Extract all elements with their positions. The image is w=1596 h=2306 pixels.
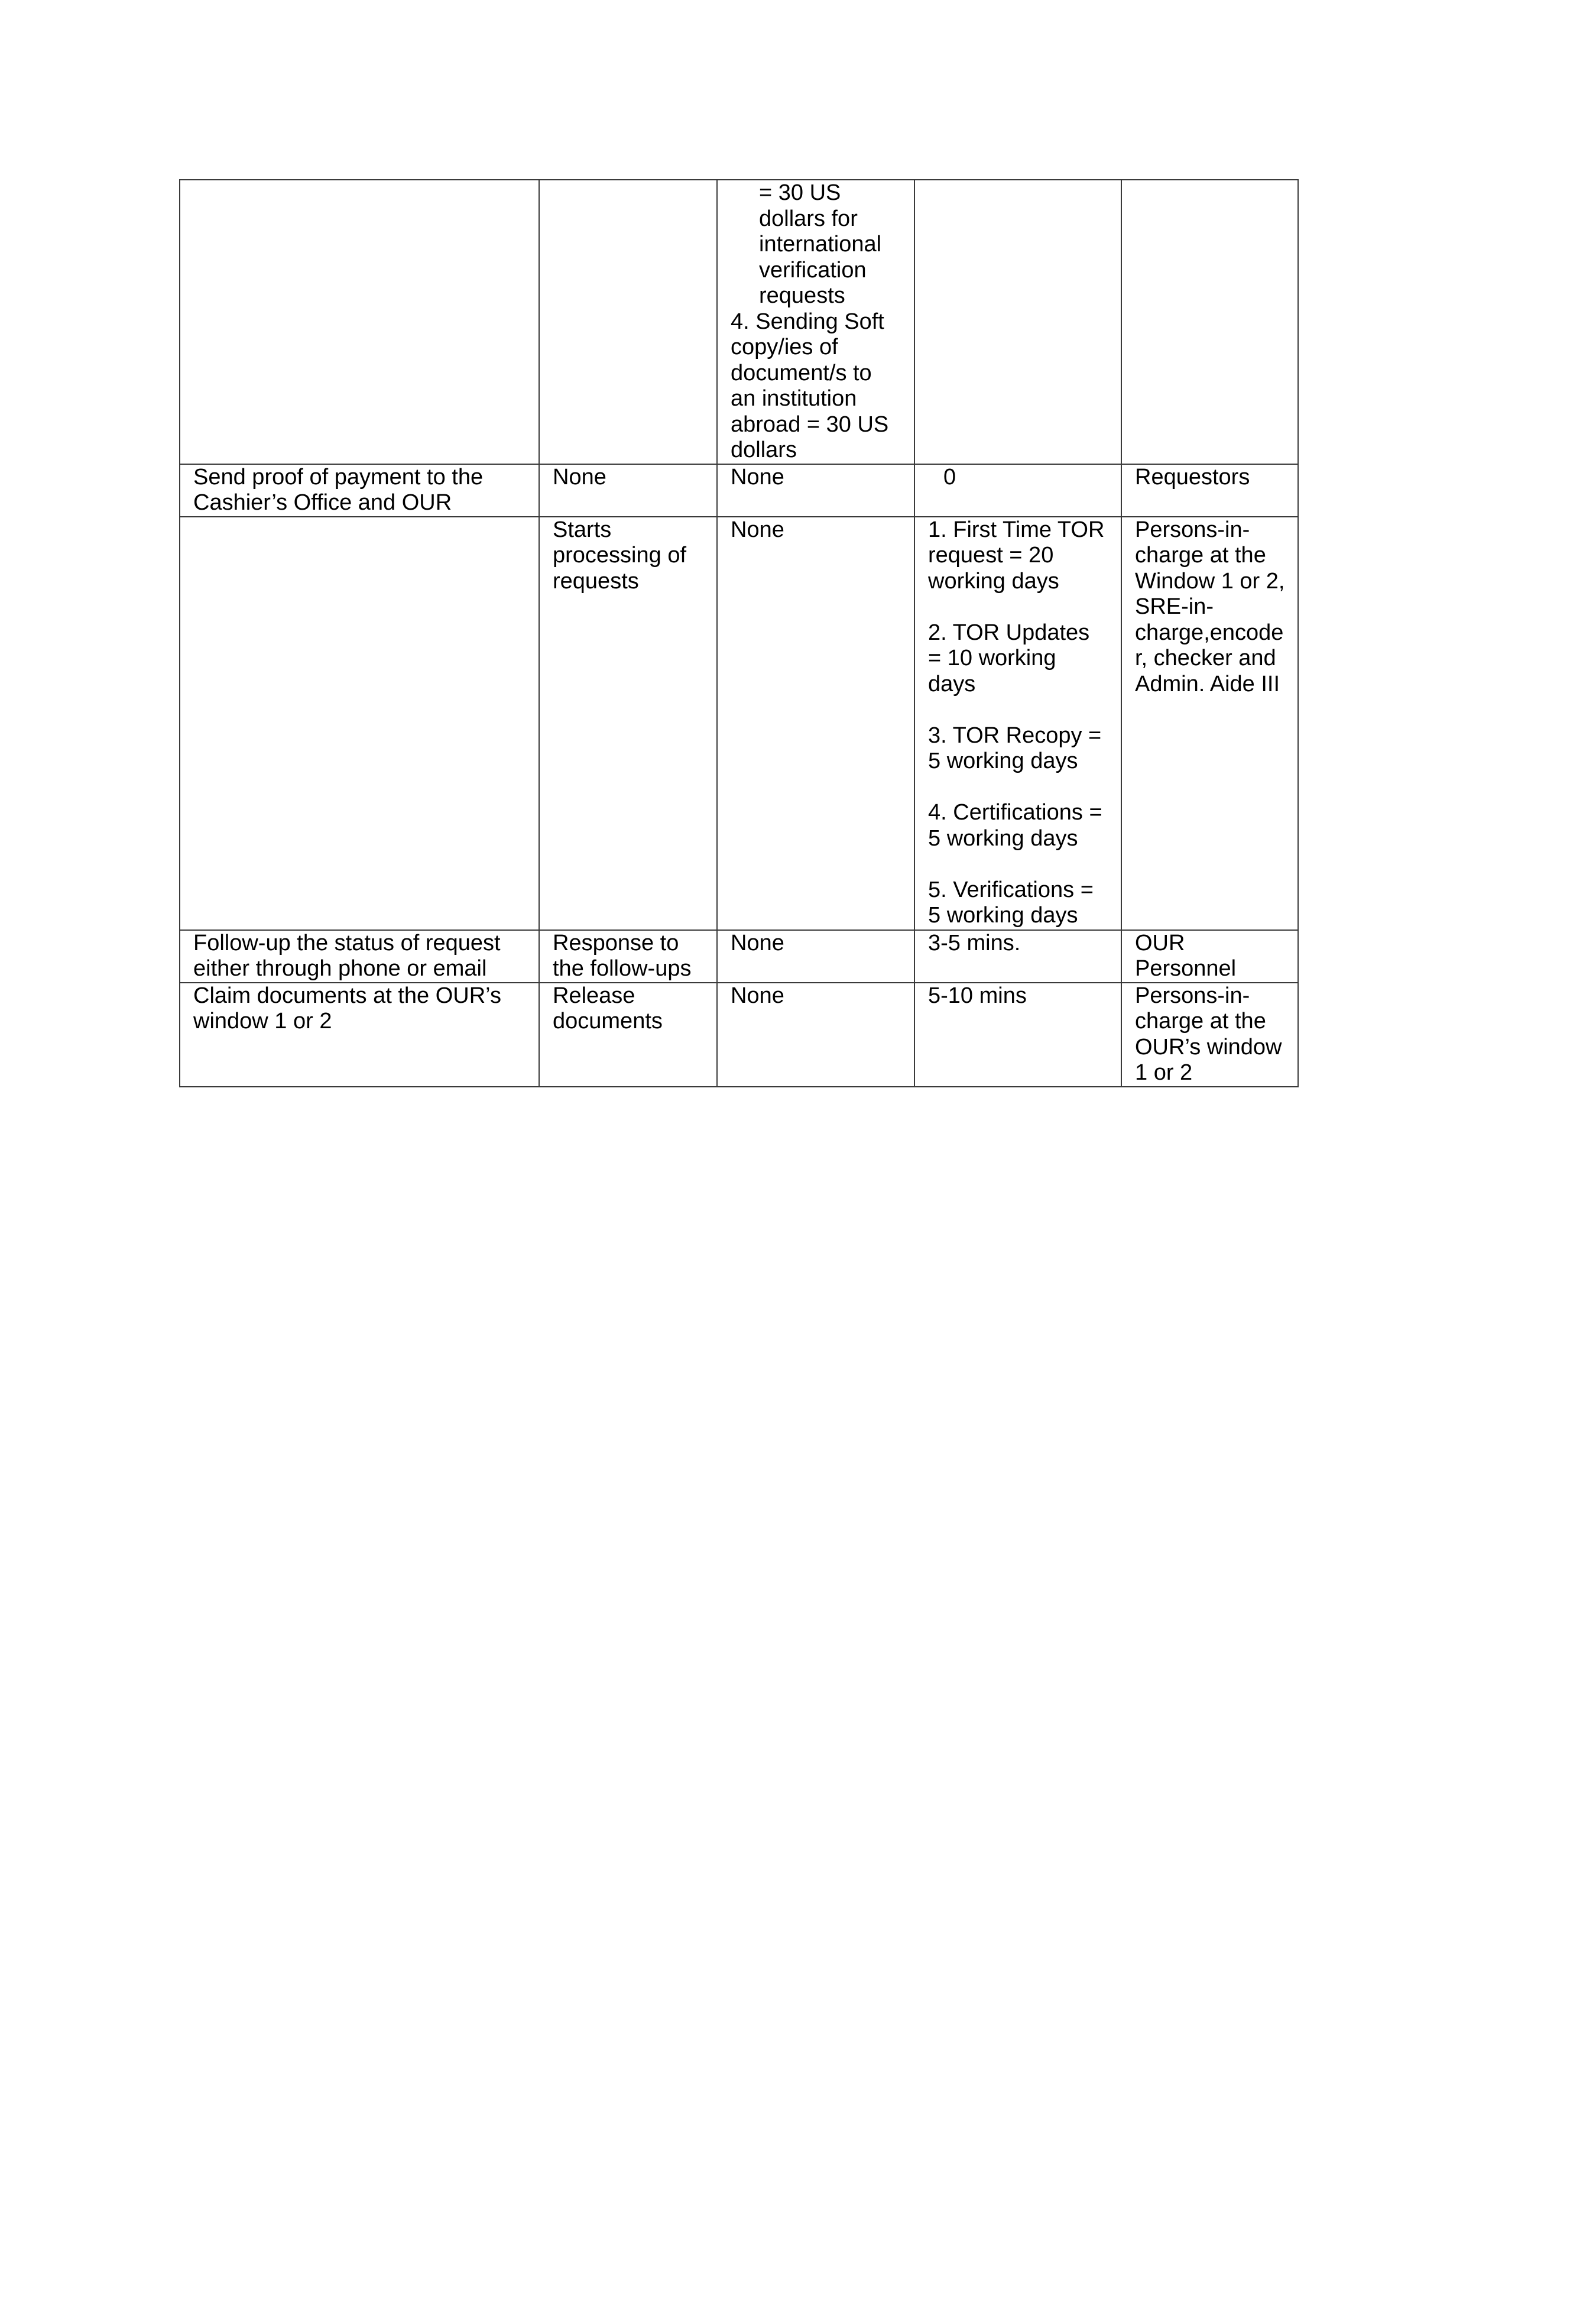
text-line: Requestors xyxy=(1135,464,1250,490)
text-line: verification xyxy=(759,257,867,283)
text-line: SRE-in- xyxy=(1135,594,1214,619)
text-line: None xyxy=(731,983,784,1008)
client-step-cell xyxy=(180,930,539,983)
text-line: 5-10 mins xyxy=(928,983,1027,1008)
text-line: 5 working days xyxy=(928,749,1078,773)
text-line: 4. Certifications = xyxy=(928,800,1102,825)
text-line: 2. TOR Updates xyxy=(928,620,1090,645)
text-line: window 1 or 2 xyxy=(193,1009,332,1034)
text-line: None xyxy=(553,464,606,490)
text-line: requests xyxy=(759,283,845,308)
fees-cell xyxy=(717,180,914,464)
text-line: OUR xyxy=(1135,930,1185,956)
text-line: 5 working days xyxy=(928,903,1078,928)
text-line: r, checker and xyxy=(1135,646,1276,671)
text-line: OUR’s window xyxy=(1135,1034,1282,1060)
processing-time-cell xyxy=(914,517,1121,930)
person-responsible-cell xyxy=(1121,180,1298,464)
text-line: Persons-in- xyxy=(1135,983,1250,1008)
text-line: Starts xyxy=(553,517,612,542)
text-line: = 30 US xyxy=(759,180,841,205)
text-line: charge at the xyxy=(1135,543,1266,568)
procedure-table xyxy=(179,179,1299,1087)
text-line: Release xyxy=(553,983,635,1008)
text-line: either through phone or email xyxy=(193,956,487,981)
text-line: document/s to xyxy=(731,360,872,386)
text-line: 1. First Time TOR xyxy=(928,517,1105,542)
text-line: processing of xyxy=(553,543,687,568)
table-row xyxy=(180,983,1298,1087)
fees-cell xyxy=(717,464,914,517)
agency-action-cell xyxy=(539,180,717,464)
table-row xyxy=(180,930,1298,983)
text-line: charge at the xyxy=(1135,1009,1266,1034)
client-step-cell xyxy=(180,464,539,517)
agency-action-cell xyxy=(539,930,717,983)
text-line: Claim documents at the OUR’s xyxy=(193,983,501,1008)
processing-time-cell xyxy=(914,983,1121,1087)
client-step-cell xyxy=(180,517,539,930)
text-line: Response to xyxy=(553,930,679,956)
text-line: Personnel xyxy=(1135,956,1237,981)
client-step-cell xyxy=(180,180,539,464)
text-line: None xyxy=(731,464,784,490)
text-line: 1 or 2 xyxy=(1135,1060,1193,1085)
fees-cell xyxy=(717,983,914,1087)
text-line: copy/ies of xyxy=(731,335,838,359)
text-line: documents xyxy=(553,1009,663,1034)
person-responsible-cell xyxy=(1121,983,1298,1087)
processing-time-cell xyxy=(914,930,1121,983)
text-line: dollars xyxy=(731,438,797,462)
text-line: dollars for xyxy=(759,206,858,231)
text-line: requests xyxy=(553,568,639,594)
table-row xyxy=(180,464,1298,517)
text-line: abroad = 30 US xyxy=(731,412,889,437)
text-line: 0 xyxy=(943,464,956,490)
text-line: days xyxy=(928,671,976,697)
spacer xyxy=(928,594,1109,620)
text-line: None xyxy=(731,517,784,542)
text-line: 5. Verifications = xyxy=(928,877,1094,902)
fees-cell xyxy=(717,517,914,930)
person-responsible-cell xyxy=(1121,464,1298,517)
agency-action-cell xyxy=(539,464,717,517)
text-line: working days xyxy=(928,568,1059,594)
text-line: the follow-ups xyxy=(553,956,692,981)
text-line: Window 1 or 2, xyxy=(1135,568,1285,594)
text-line: charge,encode xyxy=(1135,620,1284,645)
text-line: 3-5 mins. xyxy=(928,930,1021,956)
spacer xyxy=(928,775,1109,801)
fees-cell xyxy=(717,930,914,983)
processing-time-cell xyxy=(914,180,1121,464)
text-line: Follow-up the status of request xyxy=(193,930,501,956)
client-step-cell xyxy=(180,983,539,1087)
agency-action-cell xyxy=(539,517,717,930)
text-line: 3. TOR Recopy = xyxy=(928,723,1102,748)
person-responsible-cell xyxy=(1121,930,1298,983)
spacer xyxy=(928,851,1109,877)
text-line: an institution xyxy=(731,386,857,411)
text-line: = 10 working xyxy=(928,646,1056,671)
text-line: international xyxy=(759,232,882,257)
agency-action-cell xyxy=(539,983,717,1087)
table-row xyxy=(180,517,1298,930)
text-line: None xyxy=(731,930,784,956)
person-responsible-cell xyxy=(1121,517,1298,930)
text-line: Admin. Aide III xyxy=(1135,671,1280,697)
text-line: 4. Sending Soft xyxy=(731,309,884,334)
processing-time-cell xyxy=(914,464,1121,517)
table-row xyxy=(180,180,1298,464)
text-line: 5 working days xyxy=(928,825,1078,851)
text-line: request = 20 xyxy=(928,543,1054,568)
text-line: Persons-in- xyxy=(1135,517,1250,542)
text-line: Send proof of payment to the xyxy=(193,464,484,490)
spacer xyxy=(928,697,1109,723)
text-line: Cashier’s Office and OUR xyxy=(193,490,452,515)
